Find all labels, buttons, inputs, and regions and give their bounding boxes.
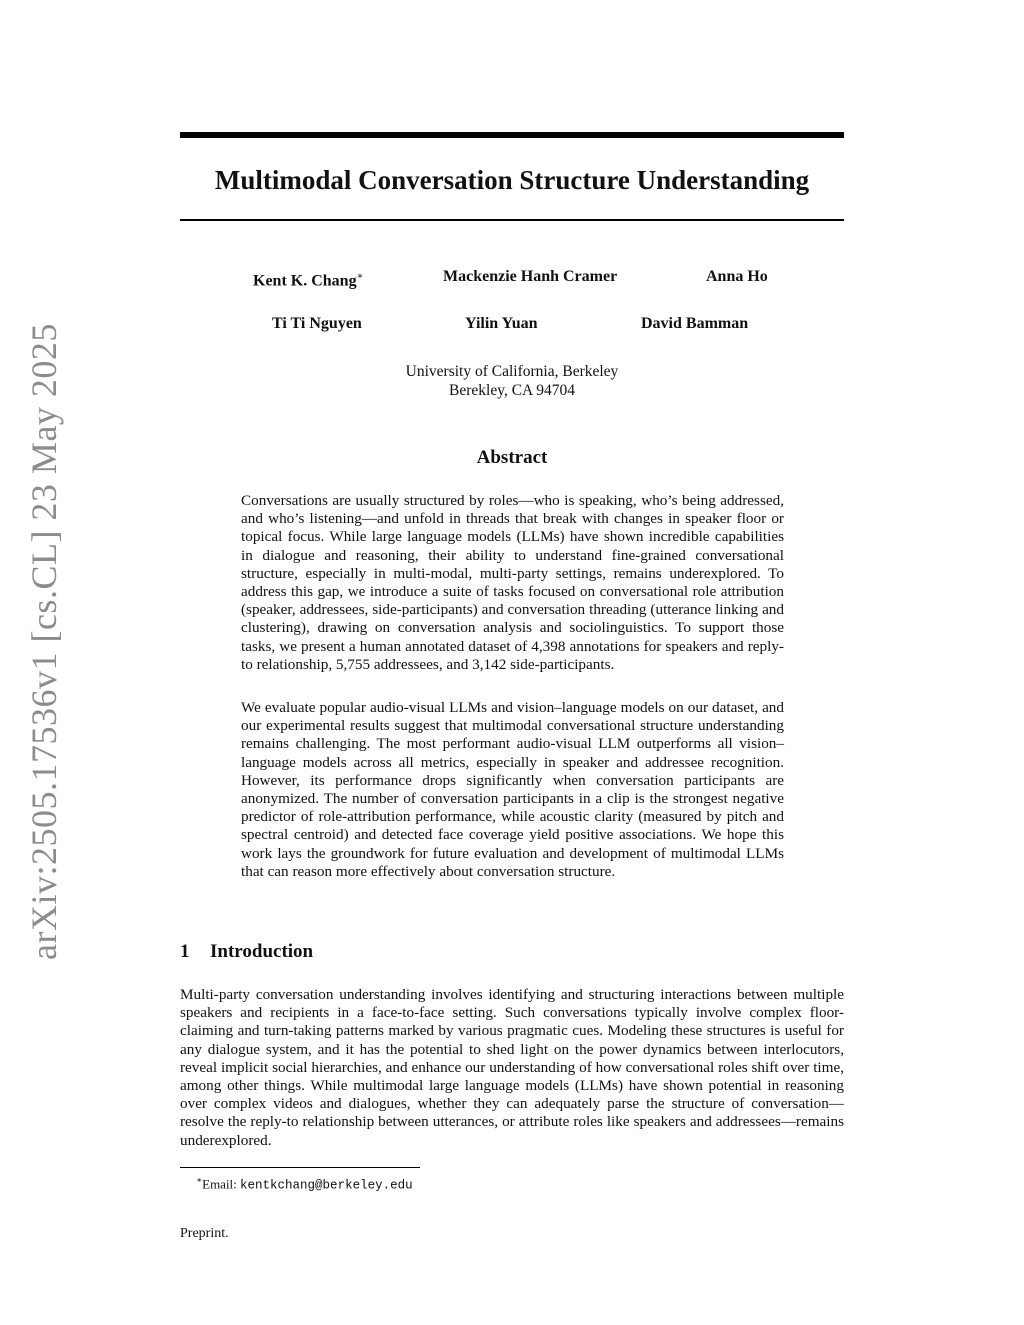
paper-title: Multimodal Conversation Structure Understanding: [214, 165, 810, 195]
abstract-paragraph-2: We evaluate popular audio-visual LLMs and vision–language models on our dataset, and our experimental results suggest that multimodal conversational structure understanding remains challenging. The most performant audio-visual LLM outperforms all vision–language models across all metrics, especially in speaker and addressee recognition. However, its performance drops significantly when conversation participants are anonymized. The number of conversation participants in a clip is the strongest negative predictor of role-attribution performance, while acoustic clarity (measured by pitch and spectral centroid) and detected face coverage yield positive associations. We hope this work lays the groundwork for future evaluation and development of multimodal LLMs that can reason more effectively about conversation structure.: [241, 699, 784, 880]
affiliation-line-2: Berekley, CA 94704: [449, 382, 575, 399]
title-top-rule: [180, 132, 844, 138]
author-4: Ti Ti Nguyen: [272, 315, 362, 332]
affiliation-line-1: University of California, Berkeley: [405, 363, 619, 380]
author-6: David Bamman: [641, 315, 749, 332]
arxiv-identifier: arXiv:2505.17536v1 [cs.CL] 23 May 2025: [24, 323, 64, 960]
author-2: Mackenzie Hanh Cramer: [443, 268, 618, 285]
section-heading-introduction: 1 Introduction: [180, 941, 314, 962]
author-3: Anna Ho: [706, 268, 768, 285]
author-1: Kent K. Chang∗: [253, 271, 364, 290]
author-5: Yilin Yuan: [465, 315, 538, 332]
preprint-footer: Preprint.: [180, 1226, 229, 1241]
email-link[interactable]: kentkchang@berkeley.edu: [240, 1178, 413, 1193]
abstract-paragraph-1: Conversations are usually structured by roles—who is speaking, who’s being addressed, and who’s listening—and unfold in threads that break with changes in speaker floor or topical focus. While large language models (LLMs) have shown incredible capabilities in dialogue and reasoning, their ability to understand fine-grained conversational structure, especially in multi-modal, multi-party settings, remains underexplored. To address this gap, we introduce a suite of tasks focused on conversational role attribution (speaker, addressees, side-participants) and conversation threading (utterance linking and clustering), drawing on conversation analysis and sociolinguistics. To support those tasks, we present a human annotated dataset of 4,398 annotations for speakers and reply-to relationship, 5,755 addressees, and 3,142 side-participants.: [241, 492, 784, 673]
title-bottom-rule: [180, 219, 844, 221]
footnote-rule: [180, 1167, 420, 1168]
introduction-paragraph: Multi-party conversation understanding involves identifying and structuring interactions between multiple speakers and recipients in a face-to-face setting. Such conversations typically involve complex floor-claiming and turn-taking patterns marked by various pragmatic cues. Modeling these structures is useful for any dialogue system, and it has the potential to shed light on the power dynamics between interlocutors, reveal implicit social hierarchies, and enhance our understanding of how conversational roles shift over time, among other things. While multimodal large language models (LLMs) have shown potential in reasoning over complex videos and dialogues, whether they can adequately parse the structure of conversation—resolve the reply-to relationship between utterances, or attribute roles like speakers and addressees—remains underexplored.: [180, 986, 844, 1149]
footnote: ∗Email: kentkchang@berkeley.edu: [196, 1175, 413, 1193]
abstract-heading: Abstract: [476, 447, 548, 468]
